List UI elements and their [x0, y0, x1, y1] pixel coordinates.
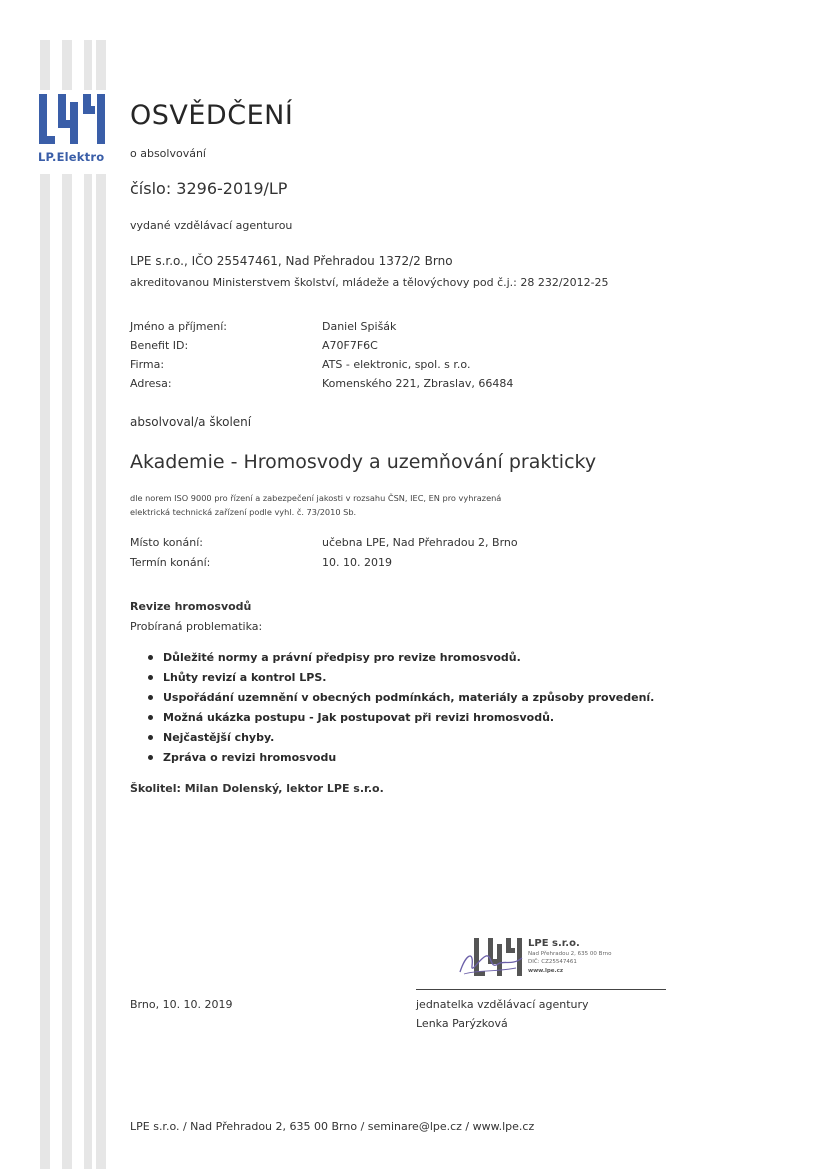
- decor-stripe-3: [84, 40, 92, 1169]
- list-item: Uspořádání uzemnění v obecných podmínkách, materiály a způsoby provedení.: [163, 691, 654, 704]
- section-title: Revize hromosvodů: [130, 600, 252, 613]
- venue-value-date: 10. 10. 2019: [322, 556, 392, 569]
- norms-line-1: dle norem ISO 9000 pro řízení a zabezpečení jakosti v rozsahu ČSN, IEC, EN pro vyhrazená: [130, 493, 502, 503]
- decor-stripe-2: [62, 40, 72, 1169]
- footer-contact: LPE s.r.o. / Nad Přehradou 2, 635 00 Brno / seminare@lpe.cz / www.lpe.cz: [130, 1120, 535, 1133]
- stamp-web: www.lpe.cz: [528, 968, 564, 974]
- bullet-icon: [148, 675, 153, 680]
- signer-role: jednatelka vzdělávací agentury: [416, 998, 589, 1011]
- person-label-name: Jméno a příjmení:: [130, 320, 227, 333]
- person-value-company: ATS - elektronic, spol. s r.o.: [322, 358, 471, 371]
- company-logo: [39, 94, 107, 150]
- venue-label-place: Místo konání:: [130, 536, 203, 549]
- bullet-icon: [148, 655, 153, 660]
- person-label-benefit-id: Benefit ID:: [130, 339, 189, 352]
- stamp-company: LPE s.r.o.: [528, 938, 580, 949]
- stamp-address: Nad Přehradou 2, 635 00 Brno: [528, 951, 612, 957]
- course-name: Akademie - Hromosvody a uzemňování prakticky: [130, 451, 597, 473]
- agency-name: LPE s.r.o., IČO 25547461, Nad Přehradou 1372/2 Brno: [130, 254, 453, 268]
- list-item: Zpráva o revizi hromosvodu: [163, 751, 336, 764]
- list-item: Nejčastější chyby.: [163, 731, 274, 744]
- signer-name: Lenka Parýzková: [416, 1017, 508, 1030]
- bullet-icon: [148, 695, 153, 700]
- certificate-title: OSVĚDČENÍ: [130, 100, 294, 131]
- venue-value-place: učebna LPE, Nad Přehradou 2, Brno: [322, 536, 518, 549]
- accreditation-text: akreditovanou Ministerstvem školství, mládeže a tělovýchovy pod č.j.: 28 232/2012-25: [130, 276, 609, 289]
- bullet-icon: [148, 755, 153, 760]
- decor-stripe-1: [40, 40, 50, 1169]
- certificate-subtitle: o absolvování: [130, 147, 206, 160]
- place-date: Brno, 10. 10. 2019: [130, 998, 233, 1011]
- signature-line: [416, 989, 666, 990]
- venue-label-date: Termín konání:: [130, 556, 211, 569]
- certificate-number: číslo: 3296-2019/LP: [130, 179, 288, 198]
- decor-stripe-4: [96, 40, 106, 1169]
- list-item: Důležité normy a právní předpisy pro revize hromosvodů.: [163, 651, 521, 664]
- stamp-tax-id: DIČ: CZ25547461: [528, 959, 577, 965]
- person-value-benefit-id: A70F7F6C: [322, 339, 378, 352]
- list-item: Lhůty revizí a kontrol LPS.: [163, 671, 326, 684]
- person-value-address: Komenského 221, Zbraslav, 66484: [322, 377, 514, 390]
- person-value-name: Daniel Spišák: [322, 320, 397, 333]
- norms-line-2: elektrická technická zařízení podle vyhl. č. 73/2010 Sb.: [130, 507, 357, 517]
- bullet-icon: [148, 735, 153, 740]
- person-label-company: Firma:: [130, 358, 165, 371]
- signature-icon: [456, 944, 526, 978]
- logo-text: LP.Elektro: [38, 150, 105, 164]
- trainer-line: Školitel: Milan Dolenský, lektor LPE s.r.o.: [130, 782, 384, 795]
- bullet-icon: [148, 715, 153, 720]
- topics-label: Probíraná problematika:: [130, 620, 263, 633]
- person-label-address: Adresa:: [130, 377, 172, 390]
- issued-by-label: vydané vzdělávací agenturou: [130, 219, 293, 232]
- list-item: Možná ukázka postupu - Jak postupovat při revizi hromosvodů.: [163, 711, 554, 724]
- completed-label: absolvoval/a školení: [130, 415, 252, 429]
